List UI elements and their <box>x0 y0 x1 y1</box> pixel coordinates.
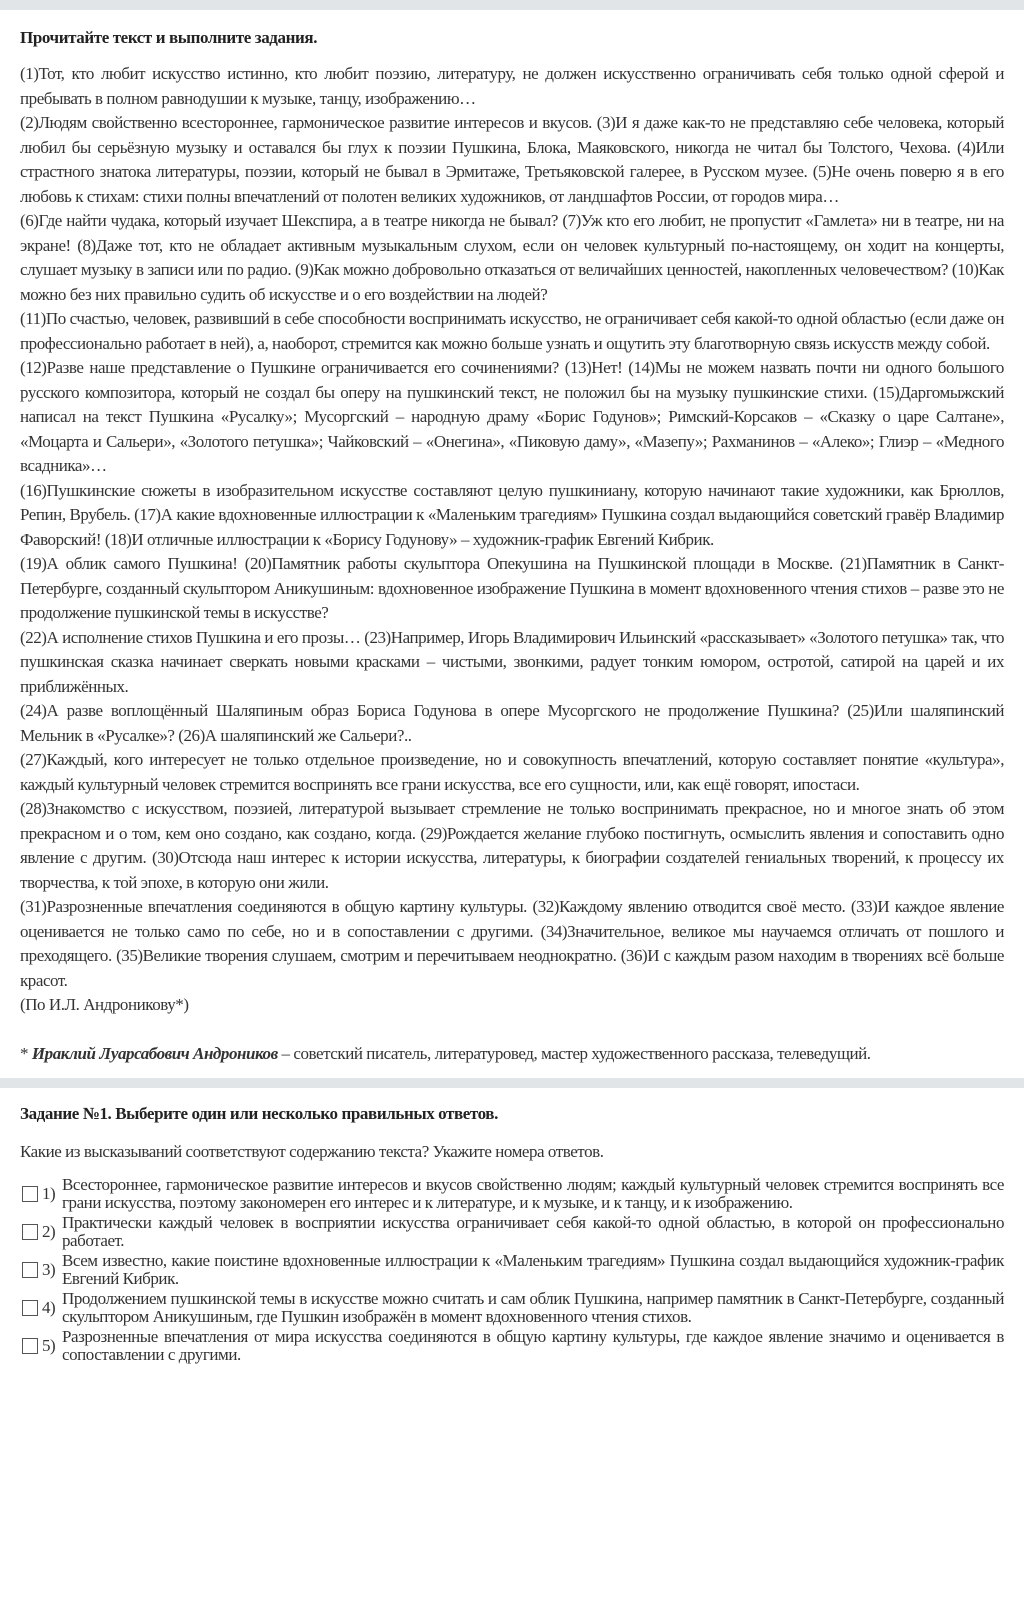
answer-option-5[interactable] <box>20 1328 1004 1364</box>
option-number: 2) <box>42 1221 56 1241</box>
option-number: 4) <box>42 1297 56 1317</box>
option-checkbox[interactable] <box>22 1262 38 1278</box>
paragraph: (24)А разве воплощённый Шаляпиным образ Бориса Годунова в опере Мусоргского не продолжение Пушкина? (25)Или шаляпинский Мельник в «Русалке»? (26)А шаляпинский же Сальери?.. <box>20 701 1004 745</box>
answer-option-2[interactable] <box>20 1214 1004 1250</box>
paragraph: (2)Людям свойственно всестороннее, гармоническое развитие интересов и вкусов. (3)И я даже как-то не представляю себе человека, который любил бы серьёзную музыку и оставался бы глух к поэзии Пушкина, Блока, Маяковского, никогда не читал бы Толстого, Чехова. (4)Или страстного знатока литературы, поэзии, который не бывал в Эрмитаже, Третьяковской галерее, в Русском музее. (5)Не очень поверю я в его любовь к стихам: стихи полны впечатлений от полотен великих художников, от ландшафтов России, от городов мира… <box>20 113 1004 206</box>
footnote-marker: * <box>20 1043 29 1063</box>
paragraph: (19)А облик самого Пушкина! (20)Памятник работы скульптора Опекушина на Пушкинской площади в Москве. (21)Памятник в Санкт-Петербурге, созданный скульптором Аникушиным: вдохновенное изображение Пушкина в момент вдохновенного чтения стихов – разве это не продолжение пушкинской темы в искусстве? <box>20 554 1004 622</box>
task-title: Задание №1. Выберите один или несколько правильных ответов. <box>20 1103 498 1123</box>
option-checkbox[interactable] <box>22 1300 38 1316</box>
option-checkbox[interactable] <box>22 1224 38 1240</box>
paragraph: (22)А исполнение стихов Пушкина и его прозы… (23)Например, Игорь Владимирович Ильинский «рассказывает» «Золотого петушка» так, что пушкинская сказка начинает сверкать новыми красками – чистыми, звонкими, радует тонким юмором, остротой, сатирой на царей и их приближённых. <box>20 627 1004 696</box>
paragraph: (11)По счастью, человек, развивший в себе способности воспринимать искусство, не ограничивает себя какой-то одной областью (если даже он профессионально работает в ней), а, наоборот, стремится как можно больше узнать и ощутить эту благотворную связь искусств между собой. <box>20 309 1004 353</box>
answer-option-1[interactable] <box>20 1176 1004 1212</box>
answer-option-3[interactable] <box>20 1252 1004 1288</box>
author-footnote <box>20 1044 1004 1064</box>
option-text[interactable]: Всем известно, какие поистине вдохновенные иллюстрации к «Маленьким трагедиям» Пушкина создал выдающийся художник-график Евгений Кибрик. <box>62 1250 1004 1288</box>
section-divider-band <box>0 1078 1024 1088</box>
option-checkbox[interactable] <box>22 1338 38 1354</box>
option-number: 1) <box>42 1183 56 1203</box>
option-text[interactable]: Практически каждый человек в восприятии искусства ограничивает себя какой-то одной областью, в которой он профессионально работает. <box>62 1212 1004 1250</box>
option-text[interactable]: Всестороннее, гармоническое развитие интересов и вкусов свойственно людям; каждый культурный человек стремится воспринять все грани искусства, поэтому закономерен его интерес и к литературе, и к музыке, и к танцу, и к изображению. <box>62 1174 1004 1212</box>
option-number: 5) <box>42 1335 56 1355</box>
paragraph: (31)Разрозненные впечатления соединяются в общую картину культуры. (32)Каждому явлению отводится своё место. (33)И каждое явление оценивается не только само по себе, но и в сопоставлении с другими. (34)Значительное, великое мы научаемся отличать от пошлого и преходящего. (35)Великие творения слушаем, смотрим и перечитываем неоднократно. (36)И с каждым разом находим в творениях всё больше красот. <box>20 897 1004 990</box>
option-text[interactable]: Продолжением пушкинской темы в искусстве можно считать и сам облик Пушкина, например памятник в Санкт-Петербурге, созданный скульптором Аникушиным, где Пушкин изображён в момент вдохновенного чтения стихов. <box>62 1288 1004 1326</box>
paragraph: (28)Знакомство с искусством, поэзией, литературой вызывает стремление не только воспринимать прекрасное, но и многое знать об этом прекрасном и о том, кем оно создано, как создано, когда. (29)Рождается желание глубоко постигнуть, осмыслить явления и сопоставить одно явление с другим. (30)Отсюда наш интерес к истории искусства, литературы, к биографии создателей гениальных творений, к процессу их творчества, к той эпохе, в которую они жили. <box>20 799 1004 892</box>
reading-text <box>20 62 1004 993</box>
reading-section <box>0 10 1024 1064</box>
option-checkbox[interactable] <box>22 1186 38 1202</box>
top-divider-band <box>0 0 1024 10</box>
task-section <box>0 1088 1024 1364</box>
source-attribution: (По И.Л. Андроникову*) <box>20 995 189 1014</box>
footnote-text: – советский писатель, литературовед, мастер художественного рассказа, телеведущий. <box>281 1043 871 1063</box>
option-number: 3) <box>42 1259 56 1279</box>
paragraph: (6)Где найти чудака, который изучает Шекспира, а в театре никогда не бывал? (7)Уж кто его любит, не пропустит «Гамлета» ни в театре, ни на экране! (8)Даже тот, кто не обладает активным музыкальным слухом, если он человек культурный по-настоящему, он ходит на концерты, слушает музыку в записи или по радио. (9)Как можно добровольно отказаться от величайших ценностей, накопленных человечеством? (10)Как можно без них правильно судить об искусстве и о его воздействии на людей? <box>20 211 1004 304</box>
paragraph: (1)Тот, кто любит искусство истинно, кто любит поэзию, литературу, не должен искусственно ограничивать себя только одной сферой и пребывать в полном равнодушии к музыке, танцу, изображению… <box>20 64 1004 108</box>
option-text[interactable]: Разрозненные впечатления от мира искусства соединяются в общую картину культуры, где каждое явление значимо и оценивается в сопоставлении с другими. <box>62 1326 1004 1364</box>
paragraph: (12)Разве наше представление о Пушкине ограничивается его сочинениями? (13)Нет! (14)Мы не можем назвать почти ни одного большого русского композитора, который не создал бы оперу на пушкинский текст, не положил бы на музыку пушкинские стихи. (15)Даргомыжский написал на текст Пушкина «Русалку»; Мусоргский – народную драму «Борис Годунов»; Римский-Корсаков – «Сказку о царе Салтане», «Моцарта и Сальери», «Золотого петушка»; Чайковский – «Онегина», «Пиковую даму», «Мазепу»; Рахманинов – «Алеко»; Глиэр – «Медного всадника»… <box>20 358 1004 475</box>
task-question: Какие из высказываний соответствуют содержанию текста? Укажите номера ответов. <box>20 1141 604 1161</box>
paragraph: (27)Каждый, кого интересует не только отдельное произведение, но и совокупность впечатлений, которую составляет понятие «культура», каждый культурный человек стремится воспринять все грани искусства, все его сущности, или, как ещё говорят, ипостаси. <box>20 750 1004 794</box>
paragraph: (16)Пушкинские сюжеты в изобразительном искусстве составляют целую пушкиниану, которую начинают такие художники, как Брюллов, Репин, Врубель. (17)А какие вдохновенные иллюстрации к «Маленьким трагедиям» Пушкина создал выдающийся советский гравёр Владимир Фаворский! (18)И отличные иллюстрации к «Борису Годунову» – художник-график Евгений Кибрик. <box>20 480 1004 549</box>
answer-option-4[interactable] <box>20 1290 1004 1326</box>
footnote-author-name: Ираклий Луарсабович Андроников <box>31 1043 278 1063</box>
answer-options <box>20 1176 1004 1364</box>
instruction-heading: Прочитайте текст и выполните задания. <box>20 28 318 47</box>
